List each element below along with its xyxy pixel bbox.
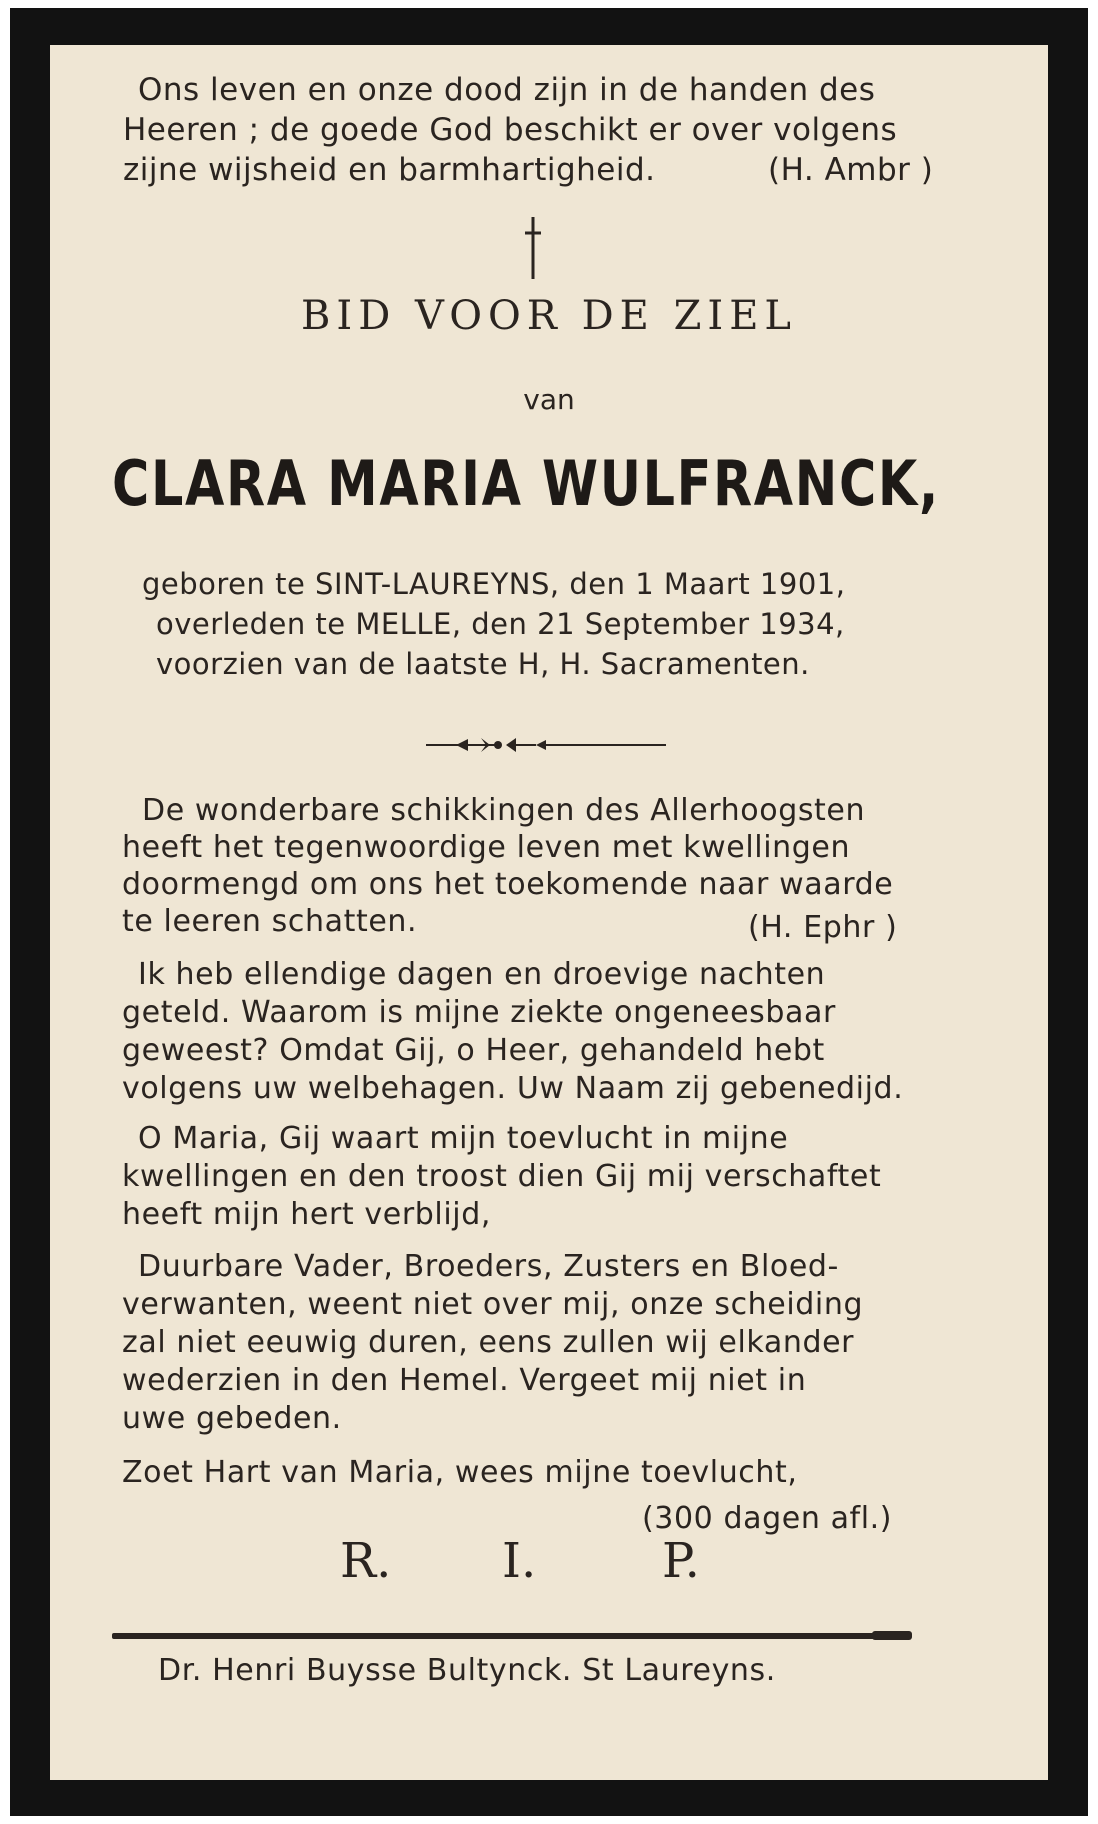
paragraph1-line-1: De wonderbare schikkingen des Allerhoogsten [142,793,866,828]
paragraph3-line-2: kwellingen en den troost dien Gij mij verschaftet [122,1159,882,1194]
prayer-title: BID VOOR DE ZIEL [301,293,797,339]
paragraph4-line-4: wederzien in den Hemel. Vergeet mij niet in [122,1363,807,1398]
paragraph1-line-4: te leeren schatten. [122,904,418,939]
rip-i: I. [502,1533,537,1589]
paragraph2-line-2: geteld. Waarom is mijne ziekte ongeneesbaar [122,995,836,1030]
paragraph4-line-1: Duurbare Vader, Broeders, Zusters en Bloed- [138,1249,839,1284]
paragraph2-line-3: geweest? Omdat Gij, o Heer, gehandeld hebt [122,1033,825,1068]
paragraph2-line-4: volgens uw welbehagen. Uw Naam zij gebenedijd. [122,1071,904,1106]
top-quote-line-2: Heeren ; de goede God beschikt er over volgens [123,112,898,148]
paragraph4-line-3: zal niet eeuwig duren, eens zullen wij elkander [122,1325,855,1360]
card-paper [50,45,1048,1780]
rip-r: R. [340,1533,392,1589]
birth-line: geboren te SINT-LAUREYNS, den 1 Maart 1901, [142,567,846,601]
paragraph3-line-1: O Maria, Gij waart mijn toevlucht in mijne [138,1121,789,1156]
paragraph1-line-3: doormengd om ons het toekomende naar waarde [122,867,894,902]
top-quote-attribution: (H. Ambr ) [768,152,934,188]
paragraph2-line-1: Ik heb ellendige dagen en droevige nachten [138,957,826,992]
printer-credit: Dr. Henri Buysse Bultynck. St Laureyns. [158,1653,776,1688]
paragraph4-line-5: uwe gebeden. [122,1401,342,1436]
cross-icon [523,215,543,281]
top-quote-line-1-text: Ons leven en onze dood zijn in de handen des [138,72,876,108]
rip-p: P. [662,1533,700,1589]
top-quote-line-3: zijne wijsheid en barmhartigheid. [123,152,656,188]
ornament-divider [426,732,666,758]
van-label: van [523,383,575,416]
paragraph1-attribution: (H. Ephr ) [748,910,898,945]
paragraph1-line-2: heeft het tegenwoordige leven met kwellingen [122,830,851,865]
top-quote-line-1 [138,72,974,108]
deceased-name: CLARA MARIA WULFRANCK, [112,447,940,520]
death-line: overleden te MELLE, den 21 September 1934, [156,607,845,641]
footer-rule-end [872,1631,912,1640]
paragraph4-line-2: verwanten, weent niet over mij, onze scheiding [122,1287,864,1322]
footer-rule [112,1633,904,1639]
paragraph3-line-3: heeft mijn hert verblijd, [122,1197,491,1232]
sacraments-line: voorzien van de laatste H, H. Sacramenten. [156,647,810,681]
indulgence-note: (300 dagen afl.) [642,1501,893,1536]
closing-prayer: Zoet Hart van Maria, wees mijne toevlucht, [122,1455,798,1490]
